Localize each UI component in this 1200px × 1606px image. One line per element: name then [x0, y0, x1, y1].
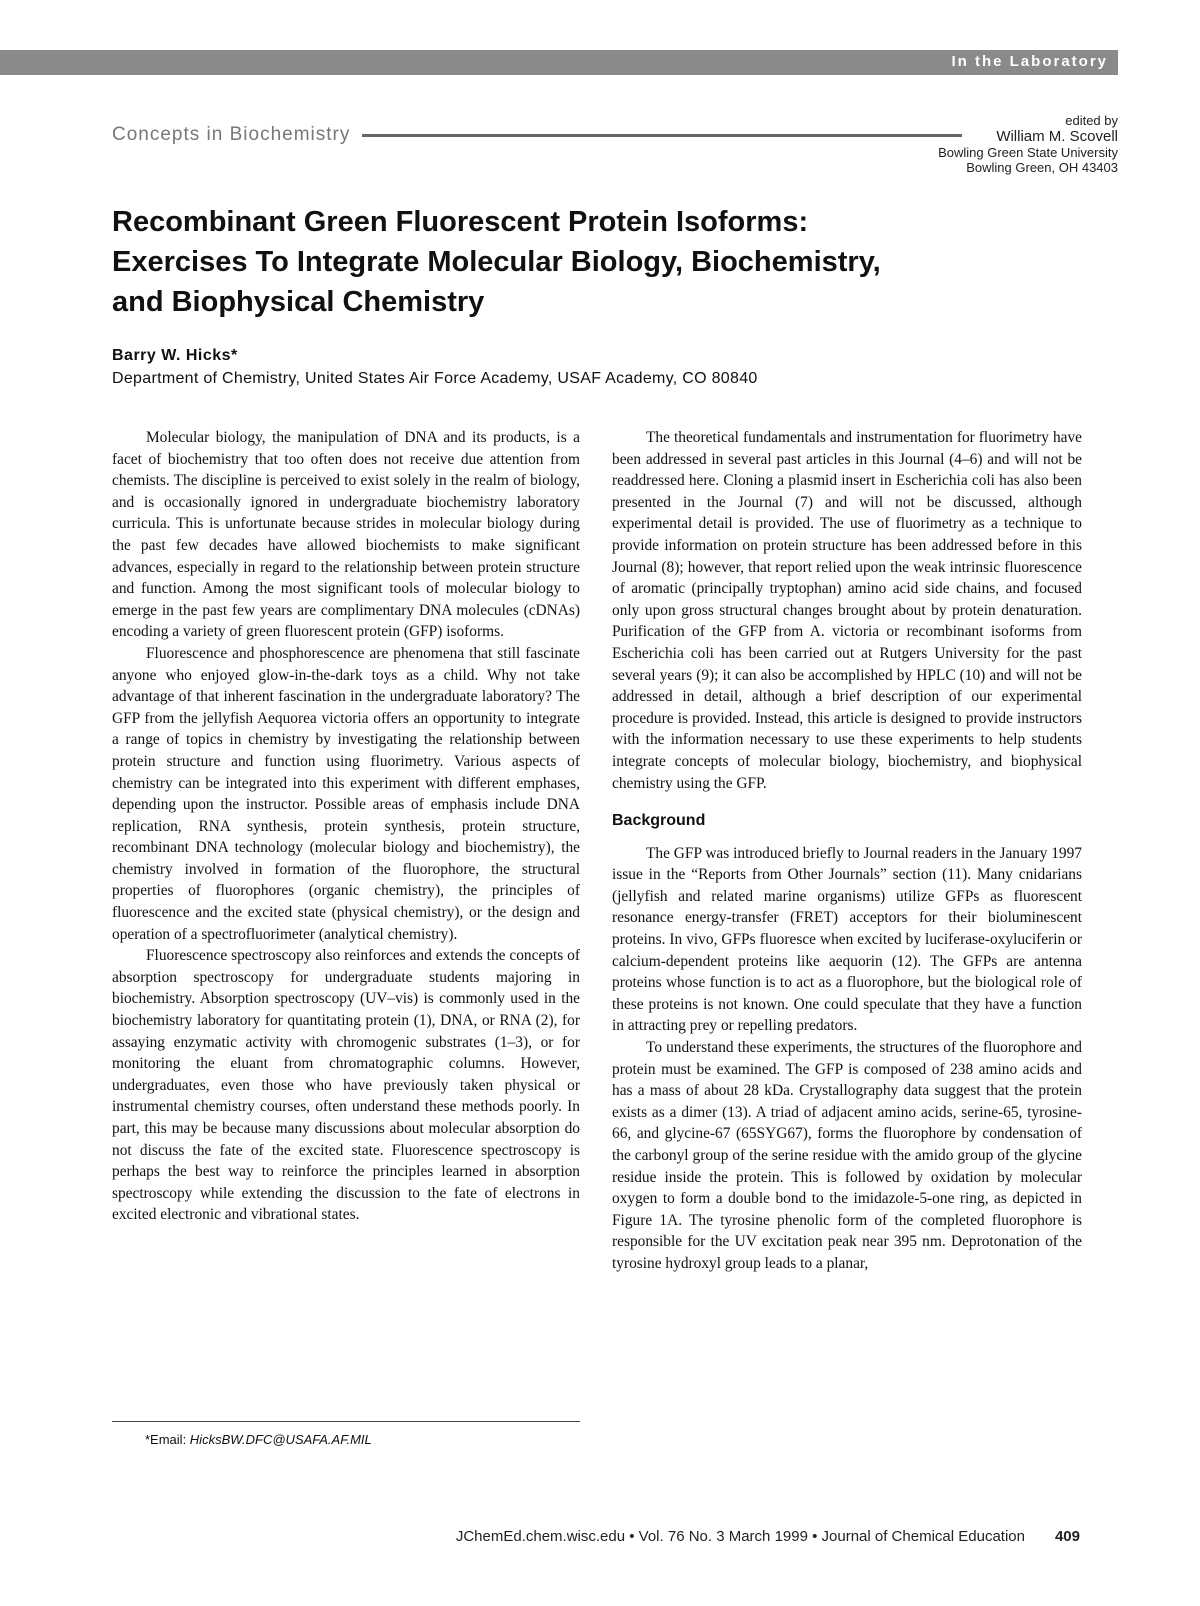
title-line: and Biophysical Chemistry [112, 286, 485, 318]
page-number: 409 [1054, 1528, 1080, 1545]
section-banner [0, 50, 1118, 75]
body-paragraph: Fluorescence and phosphorescence are phenomena that still fascinate anyone who enjoyed glow-in-the-dark toys as a child. Why not take advantage of that inherent fascination in the undergraduate laboratory? The GFP from the jellyfish Aequorea victoria offers an opportunity to integrate a range of topics in chemistry by investigating the relationship between protein structure and function using fluorimetry. Various aspects of chemistry can be integrated into this experiment with different emphases, depending upon the instructor. Possible areas of emphasis include DNA replication, RNA synthesis, protein synthesis, protein structure, recombinant DNA technology (molecular biology and biochemistry), the chemistry involved in formation of the fluorophore, the structural properties of fluorophores (organic chemistry), the principles of fluorescence and the excited state (physical chemistry), or the design and operation of a spectrofluorimeter (analytical chemistry). [112, 644, 580, 943]
footer-citation: JChemEd.chem.wisc.edu • Vol. 76 No. 3 March 1999 • Journal of Chemical Education [455, 1528, 1025, 1545]
right-column [612, 427, 1082, 1275]
footnote [145, 1432, 372, 1447]
body-paragraph: Fluorescence spectroscopy also reinforces and extends the concepts of absorption spectroscopy for undergraduate students majoring in biochemistry. Absorption spectroscopy (UV–vis) is commonly used in the biochemistry laboratory for quantitating protein (1), DNA, or RNA (2), for assaying enzymatic activity with chromogenic substrates (1–3), or for monitoring the eluant from chromatographic columns. However, undergraduates, even those who have previously taken physical or instrumental chemistry courses, often understand these methods poorly. In part, this may be because many discussions about molecular absorption do not discuss the fate of the excited state. Fluorescence spectroscopy is perhaps the best way to reinforce the principles learned in absorption spectroscopy while extending the discussion to the fate of electrons in excited electronic and vibrational states. [112, 947, 580, 1224]
footnote-label: *Email: [145, 1432, 190, 1447]
column-header [112, 124, 962, 146]
author-affiliation: Department of Chemistry, United States Air Force Academy, USAF Academy, CO 80840 [112, 370, 758, 387]
edited-by-label: edited by [1065, 113, 1118, 128]
column-rule [362, 134, 962, 137]
body-paragraph: The GFP was introduced briefly to Journal readers in the January 1997 issue in the “Reports from Other Journals” section (11). Many cnidarians (jellyfish and related marine organisms) utilize GFPs as fluorescent resonance energy-transfer (FRET) acceptors for their bioluminescent proteins. In vivo, GFPs fluoresce when excited by luciferase-oxyluciferin or calcium-dependent proteins like aequorin (12). The GFPs are antenna proteins whose function is to act as a fluorophore, but the biological role of these proteins is not known. One could speculate that they have a function in attracting prey or repelling predators. [612, 844, 1082, 1035]
article-title [112, 202, 1072, 322]
editor-block [938, 113, 1118, 175]
editor-affiliation: Bowling Green State University [938, 145, 1118, 160]
section-heading-background: Background [612, 812, 706, 830]
page-footer [456, 1528, 1080, 1545]
footnote-rule [112, 1421, 580, 1422]
editor-name: William M. Scovell [996, 128, 1118, 145]
left-column [112, 427, 580, 1226]
body-paragraph: To understand these experiments, the structures of the fluorophore and protein must be examined. The GFP is composed of 238 amino acids and has a mass of about 28 kDa. Crystallography data suggest that the protein exists as a dimer (13). A triad of adjacent amino acids, serine-65, tyrosine-66, and glycine-67 (65SYG67), forms the fluorophore by condensation of the carbonyl group of the serine residue with the amido group of the glycine residue inside the protein. This is followed by oxidation by molecular oxygen to form a double bond to the imidazole-5-one ring, as depicted in Figure 1A. The tyrosine phenolic form of the completed fluorophore is responsible for the UV excitation peak near 395 nm. Deprotonation of the tyrosine hydroxyl group leads to a planar, [612, 1039, 1082, 1272]
body-paragraph: Molecular biology, the manipulation of DNA and its products, is a facet of biochemistry that too often does not receive due attention from chemists. The discipline is perceived to exist solely in the realm of biology, and is occasionally ignored in undergraduate biochemistry laboratory curricula. This is unfortunate because strides in molecular biology during the past few decades have allowed biochemists to make significant advances, especially in regard to the relationship between protein structure and function. Among the most significant tools of molecular biology to emerge in the past few years are complimentary DNA molecules (cDNAs) encoding a variety of green fluorescent protein (GFP) isoforms. [112, 429, 580, 641]
footnote-email: HicksBW.DFC@USAFA.AF.MIL [189, 1432, 372, 1447]
title-line: Recombinant Green Fluorescent Protein Isoforms: [112, 206, 809, 238]
editor-address: Bowling Green, OH 43403 [966, 160, 1118, 175]
author-name: Barry W. Hicks* [112, 347, 238, 364]
body-paragraph: The theoretical fundamentals and instrumentation for fluorimetry have been addressed in several past articles in this Journal (4–6) and will not be readdressed here. Cloning a plasmid insert in Escherichia coli has also been presented in the Journal (7) and will not be discussed, although experimental detail is provided. The use of fluorimetry as a technique to provide information on protein structure has been addressed before in this Journal (8); however, that report relied upon the weak intrinsic fluorescence of aromatic (principally tryptophan) amino acid side chains, and focused only upon gross structural changes brought about by protein denaturation. Purification of the GFP from A. victoria or recombinant isoforms from Escherichia coli has been carried out at Rutgers University for the past several years (9); it can also be accomplished by HPLC (10) and will not be addressed in detail, although a brief description of our experimental procedure is provided. Instead, this article is designed to provide instructors with the information necessary to use these experiments to help students integrate concepts of molecular biology, biochemistry, and biophysical chemistry using the GFP. [612, 429, 1082, 792]
section-label: In the Laboratory [951, 53, 1108, 70]
title-line: Exercises To Integrate Molecular Biology, Biochemistry, [112, 246, 881, 278]
column-name: Concepts in Biochemistry [112, 124, 351, 145]
